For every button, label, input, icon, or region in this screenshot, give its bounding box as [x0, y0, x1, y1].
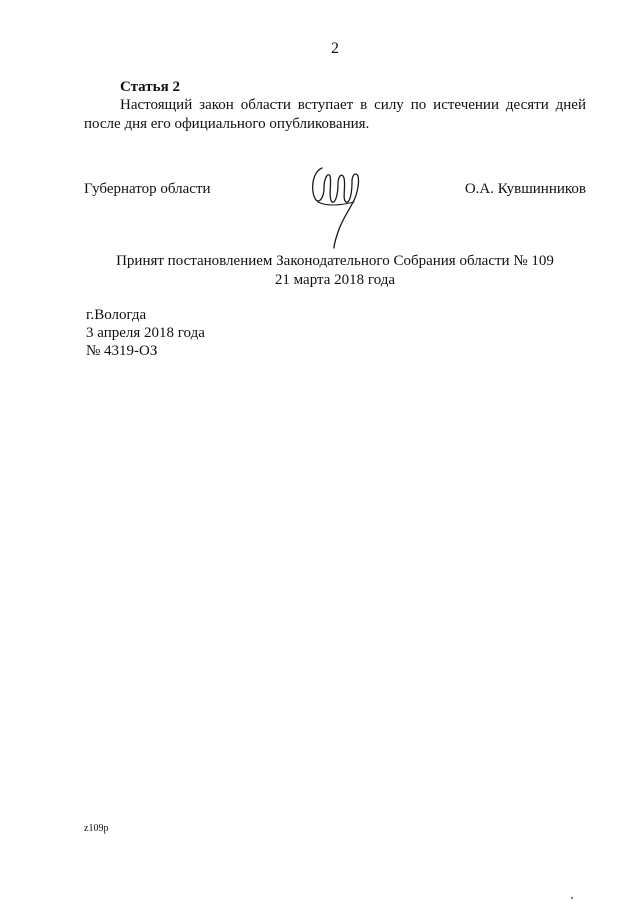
document-code: z109p [84, 823, 109, 834]
signer-name: О.А. Кувшинников [464, 181, 586, 197]
adoption-line-1: Принят постановлением Законодательного Собрания области № 109 [116, 253, 554, 269]
scan-speck [571, 897, 573, 899]
adoption-line-2: 21 марта 2018 года [274, 272, 396, 288]
article-body: Настоящий закон области вступает в силу по истечении десяти дней после дня его официального опубликования. [84, 97, 586, 132]
signing-date: 3 апреля 2018 года [86, 325, 205, 341]
signer-title: Губернатор области [84, 181, 211, 197]
article-heading: Статья 2 [120, 79, 180, 95]
law-number: № 4319-ОЗ [86, 343, 158, 359]
handwritten-signature-icon [308, 162, 370, 250]
city: г.Вологда [86, 307, 147, 323]
adoption-note [84, 252, 586, 290]
place-date-block [86, 306, 205, 360]
page-number: 2 [331, 40, 339, 57]
